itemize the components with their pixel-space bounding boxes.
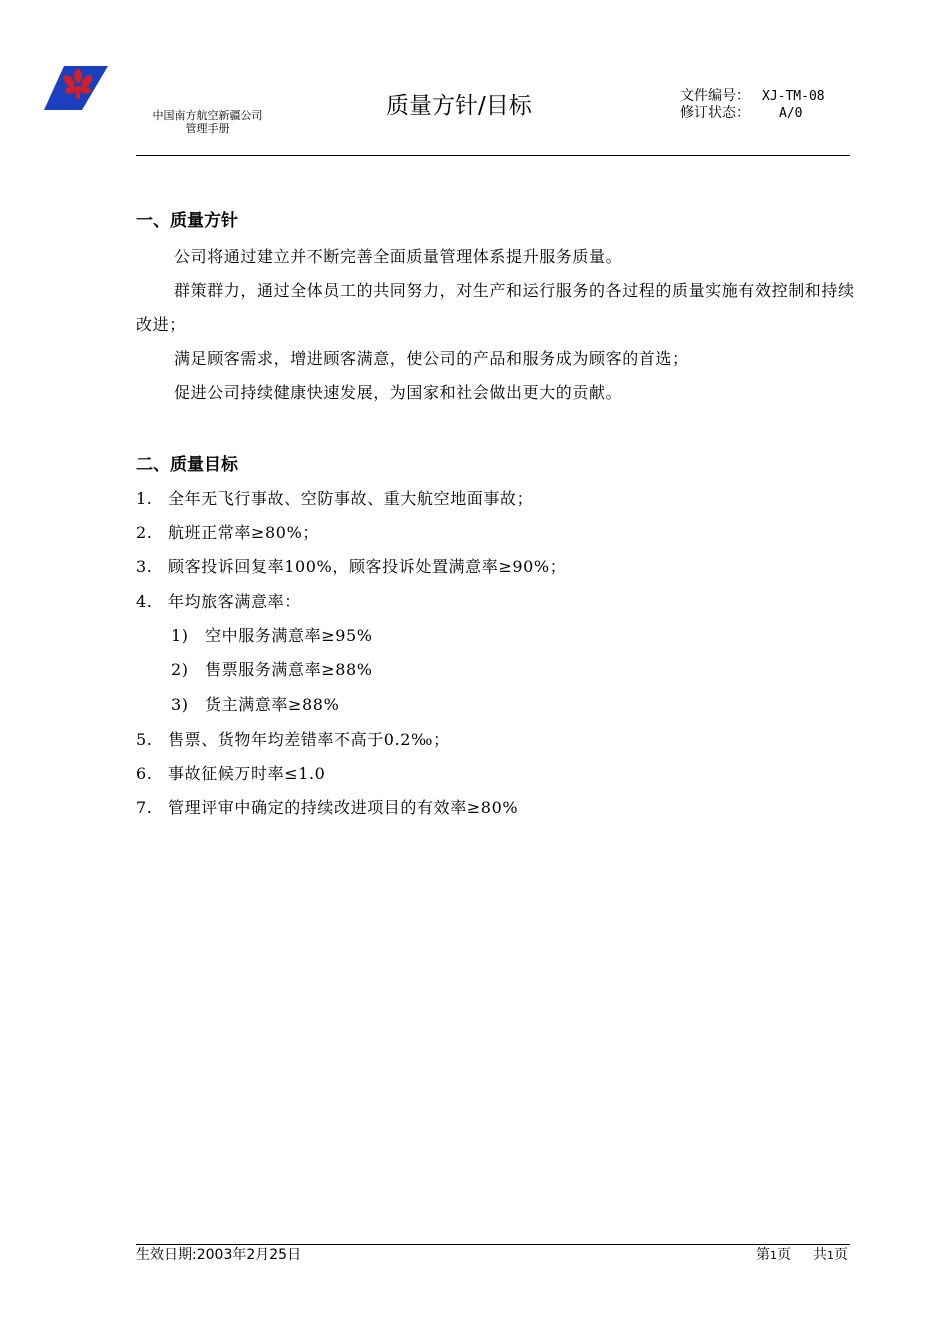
objective-number: 1.	[136, 489, 153, 508]
objective-number: 2.	[136, 523, 153, 542]
objective-number: 6.	[136, 764, 153, 783]
doc-number-row	[680, 88, 825, 105]
objective-text: 售票、货物年均差错率不高于0.2‰；	[168, 730, 450, 749]
objective-item	[136, 522, 319, 544]
objective-text: 事故征候万时率≤1.0	[168, 764, 326, 783]
quality-policy-heading: 一、质量方针	[136, 211, 238, 231]
revision-label: 修订状态：	[680, 105, 750, 121]
objective-item	[136, 797, 518, 819]
policy-paragraph-3: 满足顾客需求，增进顾客满意，使公司的产品和服务成为顾客的首选；	[174, 349, 689, 368]
document-title: 质量方针/目标	[386, 93, 532, 119]
objective-text: 全年无飞行事故、空防事故、重大航空地面事故；	[168, 489, 534, 508]
subitem-number: 2)	[171, 660, 189, 679]
objective-number: 5.	[136, 730, 153, 749]
revision-row	[680, 105, 825, 122]
subitem-number: 1)	[171, 626, 189, 645]
objective-number: 3.	[136, 557, 153, 576]
policy-paragraph-2: 群策群力，通过全体员工的共同努力，对生产和运行服务的各过程的质量实施有效控制和持续改进；	[136, 281, 855, 334]
subitem-text: 售票服务满意率≥88%	[205, 660, 373, 679]
document-meta	[680, 88, 825, 122]
total-prefix: 共	[813, 1247, 827, 1263]
objective-text: 管理评审中确定的持续改进项目的有效率≥80%	[168, 798, 519, 817]
objective-item	[136, 591, 301, 613]
company-name-line1: 中国南方航空新疆公司	[152, 109, 263, 122]
company-name	[140, 109, 275, 135]
objective-number: 7.	[136, 798, 153, 817]
subitem-text: 空中服务满意率≥95%	[205, 626, 373, 645]
objective-item	[136, 763, 325, 785]
objective-item	[136, 556, 566, 578]
total-suffix: 页	[834, 1247, 848, 1263]
policy-paragraph-1: 公司将通过建立并不断完善全面质量管理体系提升服务质量。	[174, 247, 623, 266]
objective-text: 航班正常率≥80%；	[168, 523, 319, 542]
revision-value: A/0	[779, 106, 803, 121]
page-prefix: 第	[756, 1247, 770, 1263]
header-divider	[136, 155, 850, 156]
page-current: 1	[770, 1249, 777, 1262]
quality-objectives-heading: 二、质量目标	[136, 455, 238, 475]
objective-subitem	[171, 694, 339, 716]
policy-paragraph-4: 促进公司持续健康快速发展，为国家和社会做出更大的贡献。	[174, 383, 623, 402]
footer-divider	[136, 1244, 850, 1245]
company-logo-icon	[42, 64, 110, 112]
objective-text: 顾客投诉回复率100%，顾客投诉处置满意率≥90%；	[168, 557, 567, 576]
page-total: 1	[827, 1249, 834, 1262]
objective-number: 4.	[136, 592, 153, 611]
subitem-number: 3)	[171, 695, 189, 714]
objective-item	[136, 729, 450, 751]
objective-subitem	[171, 659, 373, 681]
page-suffix: 页	[777, 1247, 791, 1263]
doc-number-label: 文件编号：	[680, 88, 750, 104]
objective-item	[136, 488, 533, 510]
objective-subitem	[171, 625, 373, 647]
page-indicator	[756, 1246, 848, 1265]
subitem-text: 货主满意率≥88%	[205, 695, 340, 714]
objective-text: 年均旅客满意率：	[168, 592, 301, 611]
effective-date: 生效日期:2003年2月25日	[136, 1247, 302, 1263]
doc-number-value: XJ-TM-08	[762, 89, 825, 104]
company-name-line2: 管理手册	[185, 122, 230, 135]
